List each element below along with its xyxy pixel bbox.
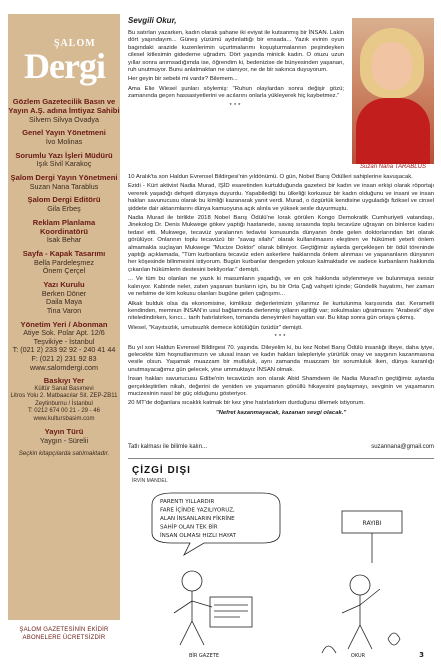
masthead-value: İsak Behar	[46, 235, 82, 245]
salom-dergi-logo	[8, 32, 120, 94]
masthead-block	[8, 428, 120, 445]
body-paragraph: İnsan hakları savunucusu Edibe'nin tecavüzün son olarak Abid Shamdeen ile Nadia Murad'ın geçtiğimiz aylarda gerçekleştirilen nikah, değerini de yeniden ve yaşamanın gönüllü hikayesini paylaşmayı, sevginin ve yaşamanın mucizesinin nasıl bir güç olduğunu gösteriyor.	[128, 376, 434, 397]
masthead-role: Gözlem Gazetecilik Basın ve Yayın A.Ş. adına İmtiyaz Sahibi	[8, 97, 120, 115]
figure-left-body	[174, 591, 212, 645]
masthead-value: T: 0212 674 00 21 - 29 - 46	[27, 408, 101, 415]
masthead-block	[8, 450, 120, 458]
masthead-role: Sayfa - Kapak Tasarımı	[22, 248, 106, 258]
cartoon-section	[128, 458, 434, 663]
masthead-role: Yazı Kurulu	[43, 279, 85, 289]
logo-salom-text: ŞALOM	[54, 38, 96, 49]
masthead-value: Yaygın - Sürelii	[39, 435, 89, 445]
label-right: OKUR	[350, 653, 366, 659]
masthead-value: Gila Erbeş	[47, 204, 81, 214]
speech-line: ALAN İNSANLARIN FİKRİNE	[160, 516, 235, 522]
newspaper-icon	[210, 597, 252, 627]
masthead-value: Önem Çerçel	[42, 266, 86, 276]
cartoon-title: ÇİZGİ DIŞI	[132, 465, 191, 476]
greeting: Sevgili Okur,	[128, 16, 177, 25]
masthead-block	[8, 152, 120, 169]
masthead-block	[8, 196, 120, 213]
masthead-role: Baskıyı Yer	[43, 376, 85, 386]
body-paragraph: Bu yıl son Haldun Evrensel Bildirgesi 70. yaşında. Dileyelim ki, bu kez Nobel Barış Ödülü insanlığı ilteye, daha iyiye, gelecekte tüm hoşnutlarımızın ve ulusal insan ve kadın hakları talepleriyle yürürlük onay ve saygının kazanmasına vesile olsun. Yaşamak muazzam bir mutluluk, aynı zamanda muazzam bir sorumluluk iken, dünya karanlığı unutmayacağımız gün gelecek, yine ummuktayız İNSAN olmak.	[128, 344, 434, 373]
masthead-value: Zeytinburnu / İstanbul	[35, 400, 93, 407]
masthead-value: Bella Pardeleşmez	[34, 257, 94, 267]
intro-paragraph: Bu satırları yazarken, kadın olarak şahane iki eviyat ile kutsanmış bir İNSAN. Lakin dört yaşındayım... Güneş yüzümü aydınlattığı bir ensada... Yazık evinin oyun bagındaki arazide kuzenlerimin uçurtmalarımı koşuşturmalarının peşindeyken cilesel kitlesimin gidederne uğradım. Dört yaşında minicik kadın. O otuzu uzun yıllar sonra anımsadığımda ise, öğrendim ki, bedenizise de bünyesinden yaşanan, ruh unutmuyor. Bunu anlatmaktan ne utanıyor, ne de bir sakınca duyuyorum.	[128, 30, 344, 74]
masthead-value: Daila Maya	[46, 297, 82, 307]
body-paragraph: Ezidi - Kürt aktivist Nadia Murad, IŞİD esaretinden kurtulduğunda gazeteci bir kadın ve insan erkişi olarak röportajı vererek yaşadığı dehşeti dünyaya duyurdu. Yapabilediği bu ülkeliği korkusuz bir kadın olduğunu ve insani ve insan hakları savunucusu olarak bu kimliği kazanarak yanıt verdi. Murad, o özgürlük kendisine uyguladığı fiziksel ve cinsel şiddete dair aktarımlarını dünya kamuoyuna açık alınla ve yüksek sesle duyurmuştu.	[128, 183, 434, 212]
sidebar-footer-note	[8, 620, 120, 656]
label-left: BİR GAZETE	[188, 653, 220, 659]
masthead-block	[8, 129, 120, 146]
body-paragraph: 10 Aralık'ta son Haldun Evrensel Bildirgesi'nin yıldönümü. O gün, Nobel Barış Ödülleri sahiplerine kavuşacak.	[128, 174, 413, 180]
masthead-block	[8, 219, 120, 245]
figure-left-head	[182, 571, 202, 591]
masthead-value: Litros Yolu 2. Matbaacılar Sit. ZEP-ZB11	[10, 393, 118, 400]
masthead-value: Tina Varon	[46, 305, 82, 315]
masthead-role: Reklam Planlama Koordinatörü	[32, 217, 96, 236]
page-number: 3	[419, 651, 424, 659]
masthead-role: Şalom Dergi Yayın Yönetmeni	[10, 172, 118, 182]
masthead-value: Suzan Nana Tarablus	[29, 181, 99, 191]
masthead-value: Kültür Sanat Basımevi	[34, 386, 94, 393]
editorial-intro	[128, 30, 344, 113]
closing-quote: "Nefret kazanmayacak, kazanan sevgi olacak."	[215, 409, 347, 416]
body-paragraph: Wiesel, "Kayıtsızlık, umutsuzlık demece kötülüğün özüdür" demişti.	[128, 324, 303, 331]
author-signature-caption: Suzan Nana TARABLUS	[360, 164, 426, 170]
masthead-block	[8, 377, 120, 423]
editorial-column	[128, 14, 434, 662]
masthead-sidebar	[8, 14, 120, 656]
author-email-link[interactable]: suzannana@gmail.com	[371, 444, 434, 450]
artist-signature-scribble	[388, 633, 400, 645]
masthead-value: İvo Molinas	[45, 136, 83, 146]
speech-line: SAHİP OLAN TEK BİR	[160, 524, 218, 531]
masthead-role: Şalom Dergi Editörü	[27, 195, 101, 205]
masthead-credits	[8, 98, 120, 463]
masthead-role: Yayın Türü	[44, 427, 84, 437]
author-photo	[352, 18, 434, 164]
intro-paragraph: Ama Elie Wiesel şunları söylemiş: "Ruhun olaylardan sonra değişir gözü; zamanında geçen hassasiyetlerini ve acılarını onlarla yükleyerek hiç kaybetmez."	[128, 85, 344, 100]
closing-text: Tatlı kalması ile bilimle kalın...	[128, 444, 208, 450]
section-divider-stars: ***	[274, 334, 288, 341]
footer-line-2: ABONELERE ÜCRETSİZDİR	[22, 635, 106, 641]
masthead-value: www.kultursbasim.com	[33, 415, 95, 422]
masthead-value: Seçkin kitapçılarda satılmaktadır.	[18, 450, 110, 458]
speech-line: PARENTI YILLARDIR	[160, 499, 215, 505]
masthead-value: Atiye Sok. Polar Apt. 12/6	[23, 328, 105, 338]
masthead-value: T: (021 2) 233 92 92 - 240 41 44	[12, 345, 116, 355]
masthead-block	[8, 321, 120, 373]
cartoon-illustration	[132, 489, 430, 659]
logo-dergi-text: Dergi	[24, 46, 105, 86]
sign-text: RAYIBI	[362, 520, 382, 527]
footer-line-1: ŞALOM GAZETESİNİN EKİDİR	[19, 627, 109, 633]
editorial-body	[128, 174, 434, 417]
body-paragraph: 20 MT'de doğanlara sıcaklık katmak bir kez yine hatırlatırken durduğunu dilemek istiyorum.	[128, 400, 365, 407]
section-divider-stars: ***	[229, 102, 243, 109]
masthead-value: Işık Sivil Karakoç	[36, 159, 92, 169]
body-paragraph: Nadia Murad ile birlikte 2018 Nobel Barış Ödülü'ne lorak görülen Kongo Demokratik Cumhuriyeti vatandaşı, Jinekolog Dr. Denis Mukwege gökev yaptığı hastanede, savaş sırasında toplu tecavüze uğrayan on binlerce kadını tedavi etti. Mukwege, tecavüz yaralarının tedavisi konusunda dünyanın önde gelen doktorlarından biri olarak görülüyor. Onlarının toplu tecavüzü bir "savaş silahı" olarak kullanılmasını eleştiren ve hükümeti yeterli önlem almamakla suçlayan Mukwege "Mucize Doktor" olarak biliniyor. Geçtiğimiz aylarda gerçekleşen bir ödül töreninde yaptığı açıklamada, "Tüm kurbanlara tecavüz eden askerlere haklarında önlem alınması ve yaşananların dünyanın her köşesinde bilinmesini istiyorum. Bugün kurbanlar dengeden yoksun kalmaktadır ve sadece kurbanların hakkında çıkarılan hükümlerin destesini bekliyorlar." demişti.	[128, 215, 434, 273]
masthead-value: Silvern Silvya Ovadya	[29, 114, 99, 124]
speech-line: FARE İÇİNDE YAZILIYORUZ,	[160, 507, 235, 514]
masthead-block	[8, 250, 120, 276]
body-paragraph: ... Ve tüm bu olanları ne yazık ki masumların yaşadığı, ve en çok hakkında söylenmeye ve bulunmaya sessiz kalınıyor. Kabinde neler, zaten yaşanan bunların için, bu bir Orta Çağ vahşeti içinde; Gündelik hayatımı, her zaman ve nefsime de kim kokusu olanları bugüne gelen çağrışımı...	[128, 276, 434, 298]
masthead-value: F: (021 2) 231 92 83	[31, 354, 97, 364]
masthead-block	[8, 281, 120, 316]
intro-paragraph: Her geyin bir sebebi mi vardır? Bilemem...	[128, 76, 238, 83]
masthead-value: Teşvikiye - İstanbul	[33, 336, 95, 346]
masthead-value: Berken Döner	[41, 288, 87, 298]
masthead-block	[8, 98, 120, 124]
speech-line: İNSAN OLMASI HIZLI HAYAT	[160, 533, 237, 539]
figure-right-body	[342, 589, 380, 649]
body-paragraph: Alkak bulduk olsa da ekonomisine, kimliksiz değerlerimizin yıllarımız ile kurtulunma karşısında dar. Keramelli kendinden, memnun İNSAN'ın usul bağlamında derlenmiş yılların eşitliği var; sokulmaları uğratmasını "Arabesk" diye niteledindirken, kırıcı... tarih hatırlatırken, tomanda deneyimleri hayattan var. Bu kitap sonra gün ortaya çıkmış.	[128, 300, 434, 322]
figure-right-head	[350, 575, 370, 595]
masthead-role: Genel Yayın Yönetmeni	[22, 128, 106, 138]
masthead-role: Sorumlu Yazı İşleri Müdürü	[15, 150, 113, 160]
masthead-block	[8, 174, 120, 191]
masthead-role: Yönetim Yeri / Abonman	[20, 319, 108, 329]
cartoon-artist: İRVİN MANDEL	[132, 478, 168, 484]
masthead-value: www.salomdergi.com	[30, 362, 98, 372]
